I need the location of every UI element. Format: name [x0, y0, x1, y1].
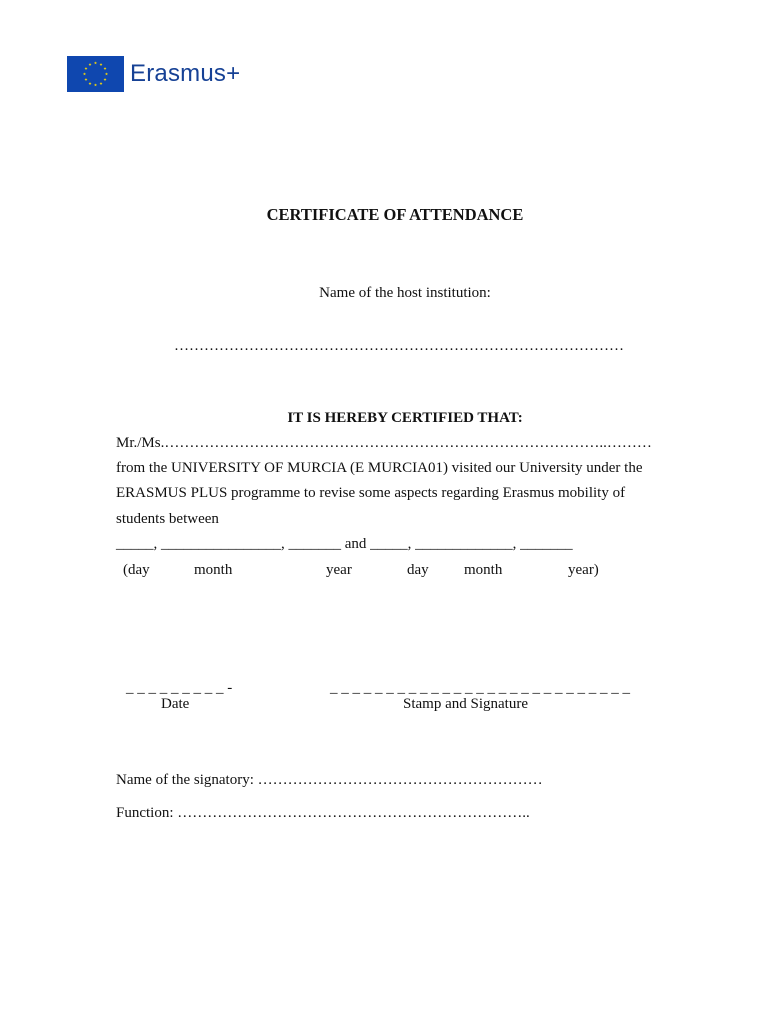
host-institution-label: Name of the host institution:	[319, 285, 491, 301]
flag-star-icon	[104, 78, 107, 81]
flag-star-icon	[99, 63, 102, 66]
date-label-day: (day	[123, 562, 150, 578]
erasmus-logo	[67, 56, 240, 92]
flag-star-icon	[99, 82, 102, 85]
flag-star-icon	[105, 72, 108, 75]
date-label-year: year)	[568, 562, 599, 578]
flag-star-icon	[83, 72, 86, 75]
date-label-month: month	[464, 562, 503, 578]
flag-star-icon	[94, 61, 97, 64]
flag-star-icon	[84, 67, 87, 70]
date-label-day: day	[407, 562, 429, 578]
eu-flag-icon	[67, 56, 124, 92]
certified-heading: IT IS HEREBY CERTIFIED THAT:	[287, 410, 523, 426]
stamp-signature-line: _ _ _ _ _ _ _ _ _ _ _ _ _ _ _ _ _ _ _ _ _ _ _ _ _ _ _	[330, 680, 630, 696]
flag-star-icon	[104, 67, 107, 70]
date-caption: Date	[161, 696, 190, 712]
body-text-line: ERASMUS PLUS programme to revise some aspects regarding Erasmus mobility of	[116, 485, 626, 501]
function-line: Function: ……………………………………………………………..	[116, 805, 530, 821]
participant-name-line: Mr./Ms.……………………………………………………………………………..………	[116, 435, 652, 451]
body-text-line: students between	[116, 511, 219, 527]
flag-star-icon	[84, 78, 87, 81]
erasmus-brand-text: Erasmus+	[130, 60, 241, 87]
date-signature-line: _ _ _ _ _ _ _ _ _ -	[126, 680, 233, 696]
date-range-fields: _____, ________________, _______ and _____, _____________, _______	[116, 536, 573, 552]
certificate-title: CERTIFICATE OF ATTENDANCE	[266, 205, 524, 224]
host-institution-field: ………………………………………………………………………………	[174, 338, 624, 354]
date-label-month: month	[194, 562, 233, 578]
stamp-signature-caption: Stamp and Signature	[403, 696, 528, 712]
flag-star-icon	[94, 83, 97, 86]
body-text-line: from the UNIVERSITY OF MURCIA (E MURCIA01) visited our University under the	[116, 460, 643, 476]
flag-star-icon	[88, 82, 91, 85]
flag-star-icon	[88, 63, 91, 66]
signatory-name-line: Name of the signatory: …………………………………………………	[116, 772, 543, 788]
date-label-year: year	[326, 562, 352, 578]
